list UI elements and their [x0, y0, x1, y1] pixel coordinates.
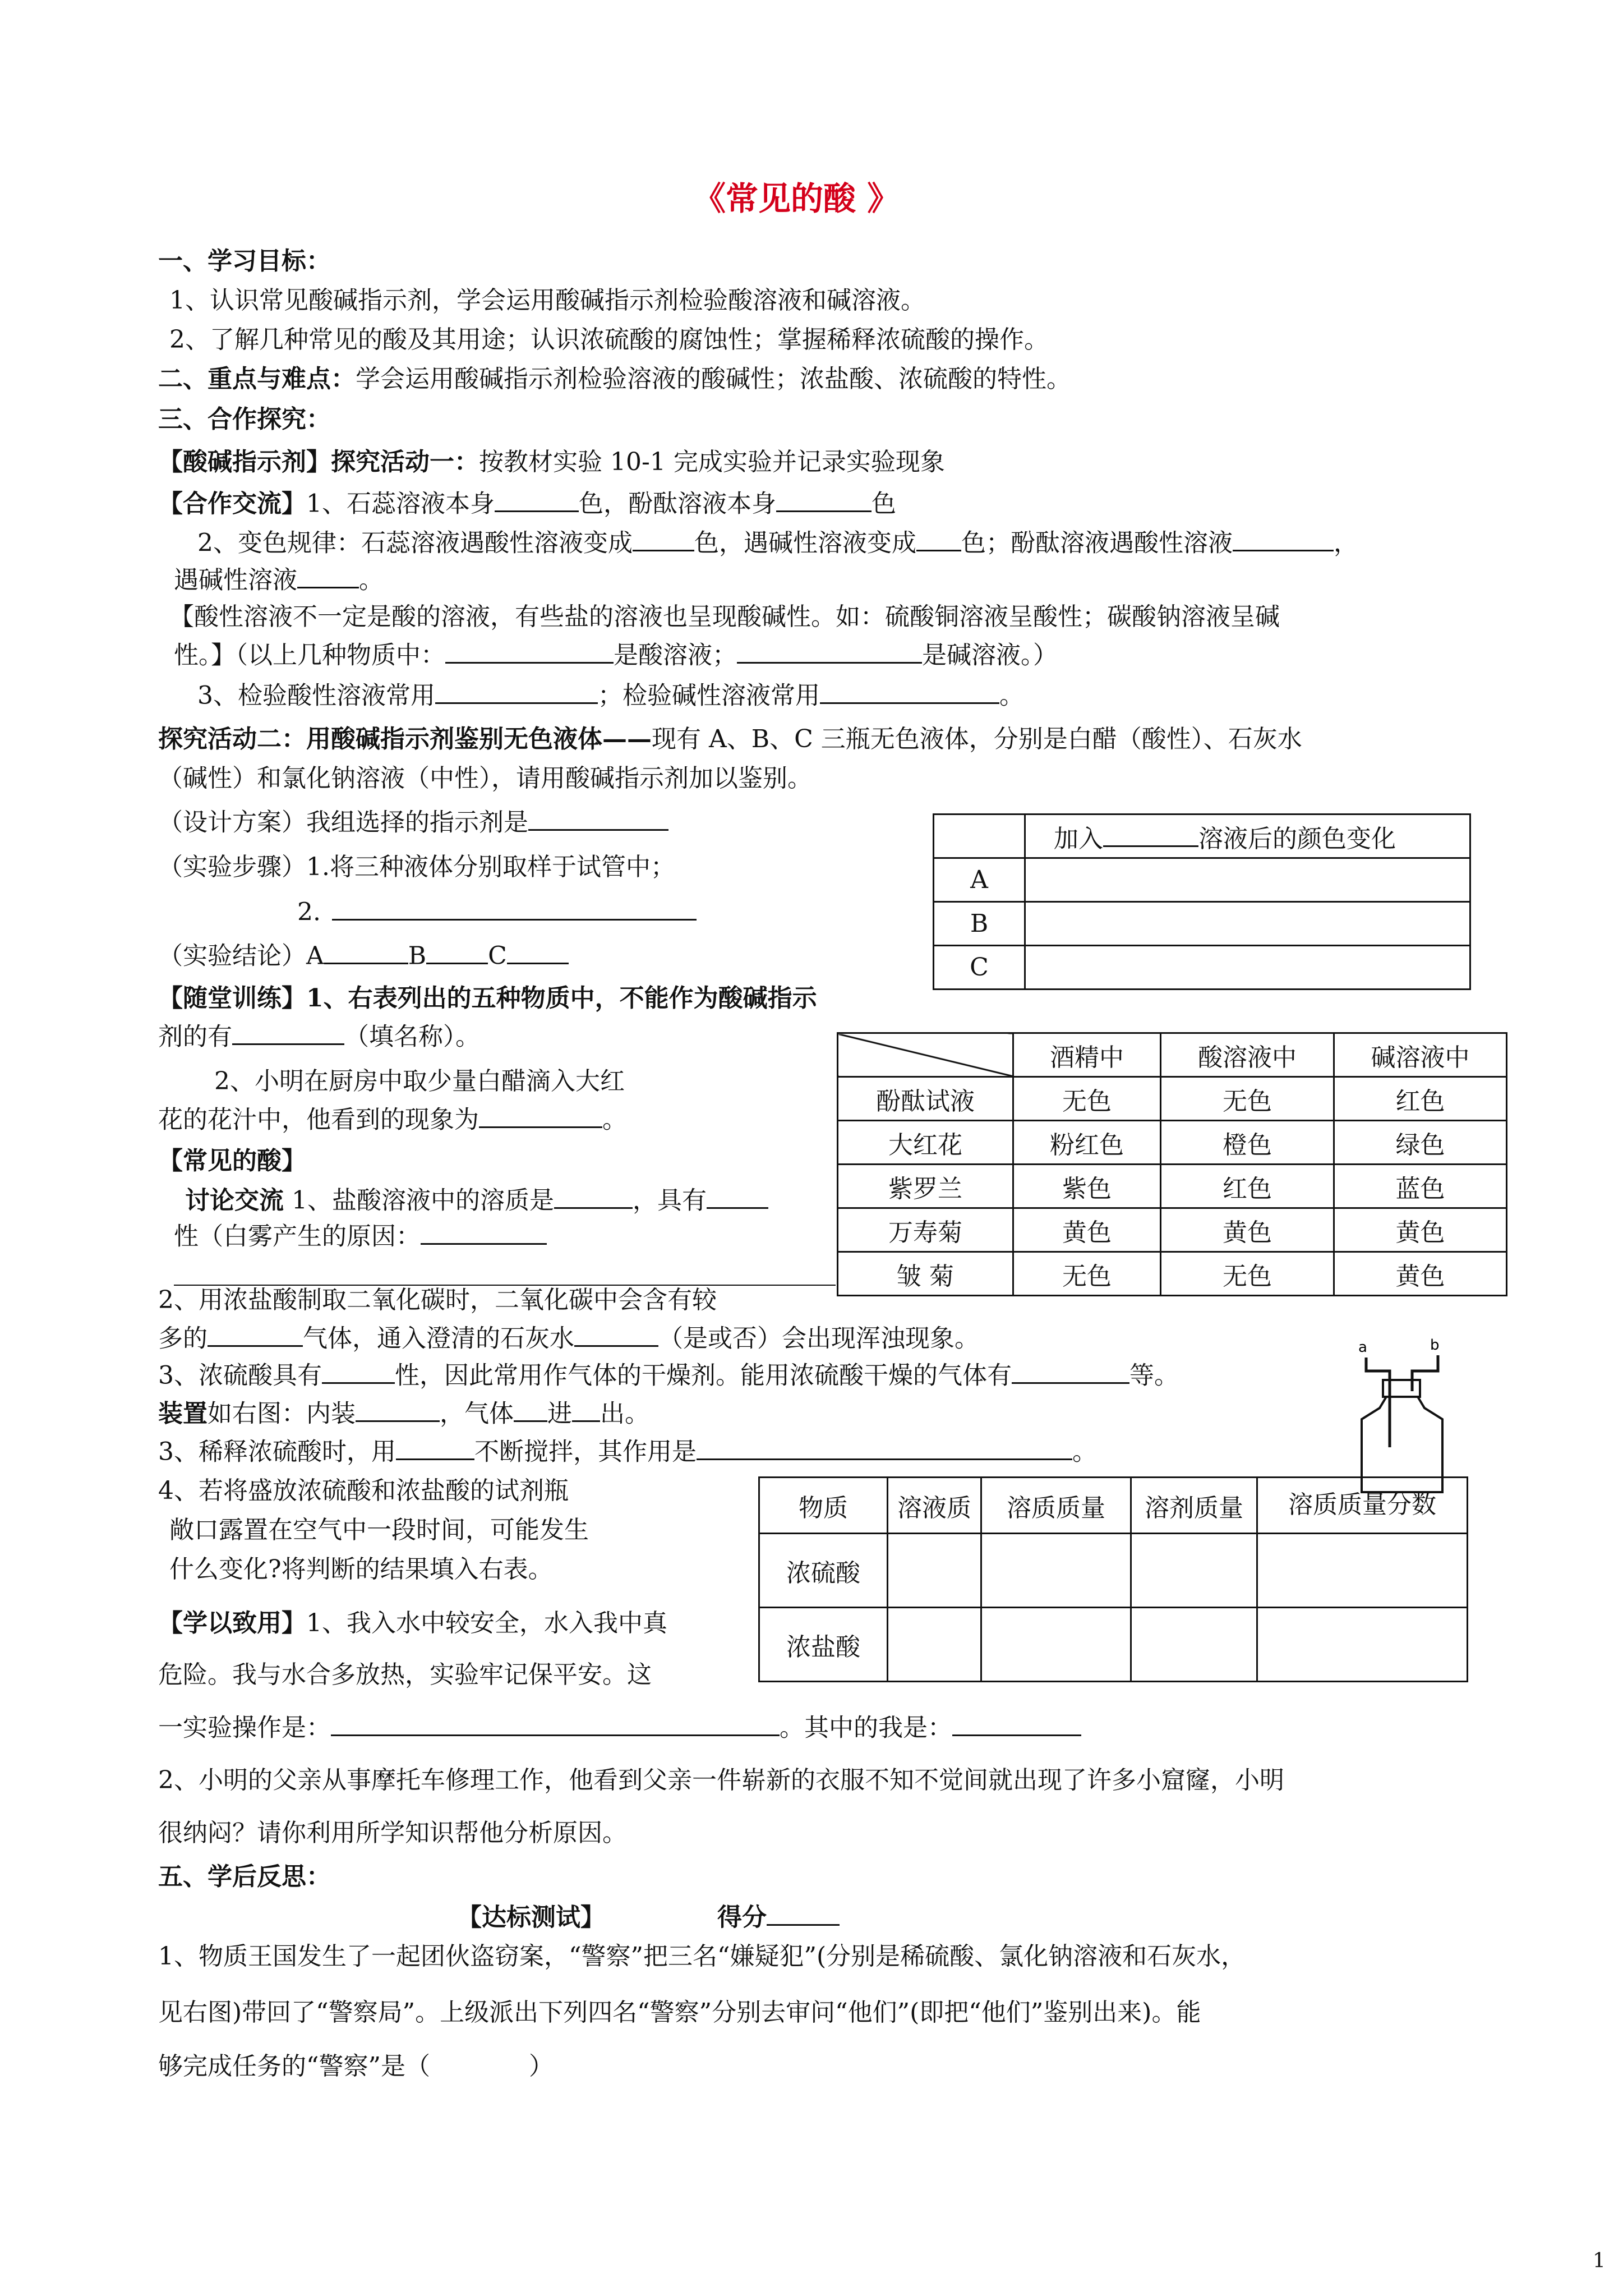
row-label: 万寿菊 [838, 1208, 1013, 1252]
goal-item: 1、认识常见酸碱指示剂，学会运用酸碱指示剂检验酸溶液和碱溶液。 [169, 286, 925, 315]
row-label: 大红花 [838, 1121, 1013, 1165]
text: 如右图：内装 [208, 1399, 356, 1428]
activity-text: 按教材实验 10-1 完成实验并记录实验现象 [479, 448, 945, 476]
table-header: 溶液质 [888, 1478, 981, 1534]
text: 性，因此常用作气体的干燥剂。能用浓硫酸干燥的气体有 [395, 1361, 1012, 1390]
text: 花的花汁中，他看到的现象为 [158, 1105, 479, 1134]
table-cell[interactable] [1025, 858, 1470, 902]
question-line: 2、用浓盐酸制取二氧化碳时，二氧化碳中会含有较 [158, 1286, 717, 1314]
step-line [297, 896, 697, 928]
fill-blank[interactable] [322, 1360, 395, 1384]
text: 是碱溶液。） [922, 641, 1058, 670]
fill-blank[interactable] [331, 1712, 780, 1736]
fill-blank[interactable] [208, 1323, 303, 1347]
table-cell [838, 1033, 1013, 1077]
fill-blank[interactable] [528, 807, 668, 831]
table-cell: 粉红色 [1013, 1121, 1161, 1165]
row-label: A [934, 858, 1025, 902]
text: 加入 [1054, 824, 1103, 853]
fill-blank[interactable] [572, 1398, 600, 1422]
table-header: 溶质质量 [981, 1478, 1131, 1534]
row-label: C [934, 946, 1025, 990]
apply-line [158, 1608, 667, 1639]
section-heading: 五、学后反思： [158, 1862, 331, 1891]
section-heading: 【常见的酸】 [158, 1147, 306, 1175]
fill-blank[interactable] [633, 527, 694, 551]
table-header: 酸溶液中 [1161, 1033, 1334, 1077]
question-line: 什么变化?将判断的结果填入右表。 [169, 1555, 553, 1584]
test-line: 够完成任务的“警察”是（ ） [158, 2052, 554, 2081]
section-heading: 一、学习目标： [158, 247, 331, 275]
section-heading: 二、重点与难点： [158, 365, 356, 393]
change-table [758, 1476, 1468, 1682]
fill-blank[interactable] [1103, 823, 1198, 847]
drill-line: 2、小明在厨房中取少量白醋滴入大红 [214, 1067, 625, 1096]
text: 色，酚酞溶液本身 [579, 489, 776, 518]
text: 3、浓硫酸具有 [158, 1361, 322, 1390]
text: 现有 A、B、C 三瓶无色液体，分别是白醋（酸性）、石灰水 [652, 725, 1302, 753]
score-blank[interactable] [767, 1902, 840, 1926]
exchange-line-2b [174, 564, 384, 596]
table-header: 溶质质量分数 [1257, 1478, 1468, 1534]
question-line: 4、若将盛放浓硫酸和浓盐酸的试剂瓶 [158, 1476, 569, 1505]
fill-blank[interactable] [574, 1323, 658, 1347]
text: C [488, 941, 507, 970]
drill-line [158, 1104, 627, 1135]
text: （设计方案）我组选择的指示剂是 [158, 808, 528, 837]
fill-blank[interactable] [356, 1398, 440, 1422]
design-line [158, 807, 668, 838]
text: 。 [999, 681, 1024, 710]
table-cell: 黄色 [1334, 1208, 1507, 1252]
table-cell: 蓝色 [1334, 1165, 1507, 1208]
text: 进 [547, 1399, 572, 1428]
conclusion-line [158, 940, 569, 972]
table-cell: 绿色 [1334, 1121, 1507, 1165]
goal-item: 2、了解几种常见的酸及其用途；认识浓硫酸的腐蚀性；掌握稀释浓硫酸的操作。 [169, 325, 1049, 354]
text: （实验结论）A [158, 941, 324, 970]
row-label: 浓硫酸 [759, 1534, 888, 1608]
table-cell[interactable] [1131, 1608, 1257, 1682]
discussion-line [185, 1185, 768, 1216]
fill-blank[interactable] [1233, 527, 1334, 551]
text: 性。】（以上几种物质中： [174, 641, 445, 670]
table-cell[interactable] [981, 1534, 1131, 1608]
apply-line: 危险。我与水合多放热，实验牢记保平安。这 [158, 1660, 652, 1689]
text: 【学以致用】 [158, 1609, 306, 1637]
text: 多的 [158, 1324, 208, 1353]
table-header [1025, 815, 1470, 858]
text: ，气体 [440, 1399, 514, 1428]
text: ；检验碱性溶液常用 [598, 681, 820, 710]
text: 色；酚酞溶液遇酸性溶液 [961, 528, 1233, 558]
text: 1、我入水中较安全，水入我中真 [306, 1609, 667, 1637]
page-number: 1 [1593, 2249, 1606, 2272]
fill-blank[interactable] [916, 527, 961, 551]
apply-line: 2、小明的父亲从事摩托车修理工作，他看到父亲一件崭新的衣服不知不觉间就出现了许多小窟窿，小明 [158, 1766, 1284, 1795]
text: 2. [297, 898, 321, 927]
text: （填名称）。 [344, 1022, 480, 1051]
fill-blank[interactable] [479, 1104, 602, 1128]
exchange-line-2 [197, 527, 1358, 559]
table-cell: 紫色 [1013, 1165, 1161, 1208]
activity-two [158, 724, 1302, 754]
exchange-line-1 [158, 488, 896, 519]
fill-blank[interactable] [697, 1436, 1072, 1460]
table-header: 物质 [759, 1478, 888, 1534]
bottle-label-b: b [1430, 1337, 1440, 1354]
fill-blank[interactable] [952, 1712, 1081, 1736]
text: 等。 [1129, 1361, 1179, 1390]
test-line: 1、物质王国发生了一起团伙盗窃案，“警察”把三名“嫌疑犯”(分别是稀硫酸、氯化钠溶液和石灰水， [158, 1942, 1246, 1971]
step-line: （实验步骤）1.将三种液体分别取样于试管中； [158, 853, 675, 881]
text: 得分 [717, 1903, 767, 1932]
text: 性（白雾产生的原因： [174, 1222, 421, 1251]
exchange-label: 【合作交流】 [158, 489, 306, 518]
fill-blank[interactable] [232, 1021, 344, 1045]
table-row [759, 1534, 1468, 1608]
row-label: 皱 菊 [838, 1252, 1013, 1296]
fill-blank[interactable] [332, 896, 697, 921]
apply-line [158, 1712, 1081, 1743]
color-change-table [933, 813, 1471, 990]
fill-blank[interactable] [776, 488, 872, 512]
note-line: 【酸性溶液不一定是酸的溶液，有些盐的溶液也呈现酸碱性。如：硫酸铜溶液呈酸性；碳酸钠溶液呈碱 [169, 602, 1280, 631]
table-cell[interactable] [1257, 1608, 1468, 1682]
fill-blank[interactable] [554, 1185, 633, 1209]
table-cell[interactable] [1257, 1534, 1468, 1608]
question-line [158, 1323, 979, 1354]
table-cell[interactable] [1025, 902, 1470, 946]
text: 3、检验酸性溶液常用 [197, 681, 435, 710]
table-row [838, 1121, 1507, 1165]
drill-line [158, 983, 817, 1014]
table-cell: 无色 [1013, 1252, 1161, 1296]
row-label: 酚酞试液 [838, 1077, 1013, 1121]
text: 2、变色规律：石蕊溶液遇酸性溶液变成 [197, 528, 633, 558]
table-row [838, 1165, 1507, 1208]
table-cell: 无色 [1013, 1077, 1161, 1121]
activity-two-cont: （碱性）和氯化钠溶液（中性），请用酸碱指示剂加以鉴别。 [158, 764, 812, 793]
text: 。 [602, 1105, 627, 1134]
row-label: 浓盐酸 [759, 1608, 888, 1682]
fill-blank[interactable] [514, 1398, 547, 1422]
page-title: 《常见的酸 》 [693, 180, 900, 218]
fill-blank[interactable] [396, 1436, 474, 1460]
text: 1、石蕊溶液本身 [306, 489, 495, 518]
table-row [759, 1608, 1468, 1682]
text: 【达标测试】 [457, 1903, 605, 1932]
activity-one [158, 447, 945, 477]
table-cell: 无色 [1161, 1077, 1334, 1121]
section-heading: 三、合作探究： [158, 405, 331, 434]
fill-blank[interactable] [435, 680, 598, 704]
table-cell[interactable] [981, 1608, 1131, 1682]
fill-blank[interactable] [737, 639, 922, 664]
table-cell: 无色 [1161, 1252, 1334, 1296]
table-header: 酒精中 [1013, 1033, 1161, 1077]
gas-bottle-icon [1346, 1335, 1458, 1498]
key-points-text: 学会运用酸碱指示剂检验溶液的酸碱性；浓盐酸、浓硫酸的特性。 [356, 365, 1071, 393]
text: 色，遇碱性溶液变成 [694, 528, 916, 558]
table-cell[interactable] [888, 1534, 981, 1608]
text: B [408, 941, 427, 970]
table-row [838, 1252, 1507, 1296]
text: 不断搅拌，其作用是 [474, 1437, 697, 1466]
fill-blank[interactable] [421, 1221, 547, 1245]
table-cell: 黄色 [1334, 1252, 1507, 1296]
indicator-table [837, 1032, 1507, 1296]
fill-blank[interactable] [445, 639, 614, 664]
table-cell[interactable] [1131, 1534, 1257, 1608]
fill-blank[interactable] [707, 1185, 768, 1209]
text: 【随堂训练】1、右表列出的五种物质中，不能作为酸碱指示 [158, 984, 817, 1013]
table-cell: 黄色 [1161, 1208, 1334, 1252]
question-line [158, 1360, 1179, 1391]
table-row [838, 1077, 1507, 1121]
fill-blank[interactable] [426, 940, 488, 964]
row-label: 紫罗兰 [838, 1165, 1013, 1208]
text: 。 [359, 565, 384, 595]
question-line: 敞口露置在空气中一段时间，可能发生 [169, 1516, 589, 1544]
test-heading [457, 1902, 840, 1933]
text: 1、盐酸溶液中的溶质是 [292, 1186, 554, 1215]
table-cell [934, 815, 1025, 858]
text: 3、稀释浓硫酸时，用 [158, 1437, 396, 1466]
fill-blank[interactable] [297, 564, 359, 588]
text: 是酸溶液； [614, 641, 737, 670]
table-header: 溶剂质量 [1131, 1478, 1257, 1534]
table-cell: 黄色 [1013, 1208, 1161, 1252]
apply-line: 很纳闷？请你利用所学知识帮他分析原因。 [158, 1819, 627, 1847]
text: （是或否）会出现浑浊现象。 [658, 1324, 979, 1353]
text: ， [1334, 528, 1358, 558]
table-cell[interactable] [888, 1608, 981, 1682]
activity-label: 探究活动二：用酸碱指示剂鉴别无色液体—— [158, 725, 652, 753]
note-line [174, 639, 1058, 671]
text: 一实验操作是： [158, 1713, 331, 1742]
fill-blank[interactable] [324, 940, 408, 964]
text: 遇碱性溶液 [174, 565, 297, 595]
text: 气体，通入澄清的石灰水 [303, 1324, 574, 1353]
table-header: 碱溶液中 [1334, 1033, 1507, 1077]
discussion-line [174, 1221, 547, 1252]
text: 出。 [600, 1399, 649, 1428]
fill-blank[interactable] [820, 680, 999, 704]
table-cell: 红色 [1334, 1077, 1507, 1121]
fill-blank[interactable] [495, 488, 579, 512]
text: 讨论交流 [185, 1186, 284, 1215]
table-row [838, 1208, 1507, 1252]
table-cell: 橙色 [1161, 1121, 1334, 1165]
table-cell: 红色 [1161, 1165, 1334, 1208]
text: 。其中的我是： [780, 1713, 952, 1742]
text: 。 [1072, 1437, 1097, 1466]
bottle-label-a: a [1358, 1339, 1367, 1356]
fill-blank[interactable] [1012, 1360, 1129, 1384]
device-line [158, 1398, 649, 1429]
drill-line [158, 1021, 480, 1052]
text: 装置 [158, 1399, 208, 1428]
key-points [158, 364, 1071, 394]
activity-label: 【酸碱指示剂】探究活动一： [158, 448, 479, 476]
exchange-line-3 [197, 680, 1024, 711]
question-line [158, 1436, 1097, 1467]
table-cell[interactable] [1025, 946, 1470, 990]
text: 色 [872, 489, 896, 518]
row-label: B [934, 902, 1025, 946]
text: 溶液后的颜色变化 [1198, 824, 1396, 853]
fill-blank[interactable] [507, 940, 569, 964]
text: ，具有 [633, 1186, 707, 1215]
text: 剂的有 [158, 1022, 232, 1051]
test-line: 见右图)带回了“警察局”。上级派出下列四名“警察”分别去审问“他们”(即把“他们”鉴别出来)。能 [158, 1998, 1201, 2027]
